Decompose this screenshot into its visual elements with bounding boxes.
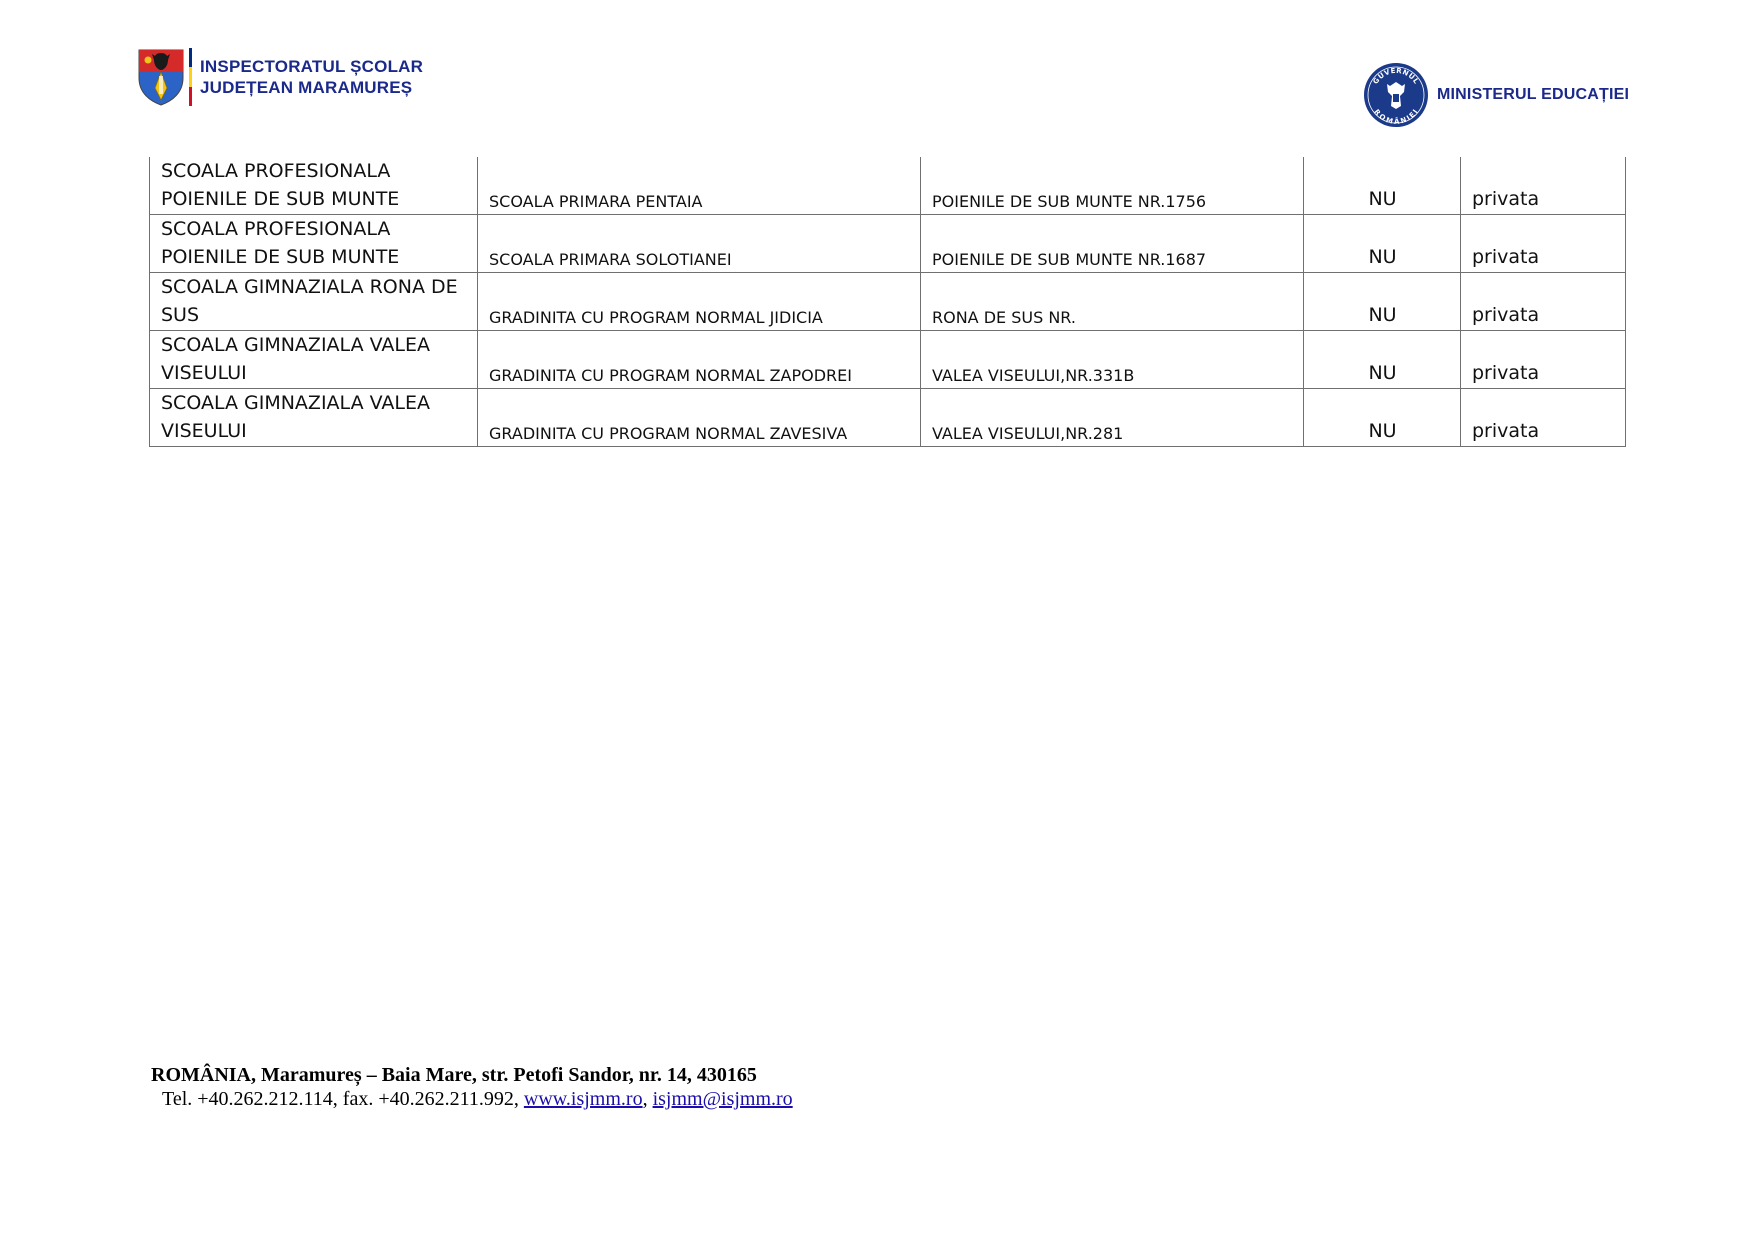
isj-title-line2: JUDEȚEAN MARAMUREȘ: [200, 78, 413, 97]
cell-unit: SCOALA GIMNAZIALA RONA DE SUS: [150, 273, 478, 331]
cell-address: VALEA VISEULUI,NR.281: [921, 389, 1304, 447]
cell-address: VALEA VISEULUI,NR.331B: [921, 331, 1304, 389]
cell-structure: SCOALA PRIMARA SOLOTIANEI: [478, 215, 921, 273]
footer-phone-fax: Tel. +40.262.212.114, fax. +40.262.211.992,: [162, 1088, 524, 1110]
cell-flag: NU: [1304, 215, 1461, 273]
cell-flag: NU: [1304, 389, 1461, 447]
cell-unit: SCOALA PROFESIONALA POIENILE DE SUB MUNTE: [150, 157, 478, 215]
cell-structure: GRADINITA CU PROGRAM NORMAL JIDICIA: [478, 273, 921, 331]
ministry-header: [1363, 62, 1629, 128]
isj-title-line1: INSPECTORATUL ȘCOLAR: [200, 57, 424, 76]
cell-ownership: privata: [1461, 273, 1626, 331]
cell-address: POIENILE DE SUB MUNTE NR.1756: [921, 157, 1304, 215]
table-row: [150, 389, 1626, 447]
schools-table: [149, 157, 1626, 447]
cell-structure: GRADINITA CU PROGRAM NORMAL ZAVESIVA: [478, 389, 921, 447]
cell-unit: SCOALA GIMNAZIALA VALEA VISEULUI: [150, 331, 478, 389]
cell-flag: NU: [1304, 331, 1461, 389]
cell-ownership: privata: [1461, 157, 1626, 215]
svg-text:ROMÂNIEI: ROMÂNIEI: [1372, 107, 1420, 126]
romanian-tricolor: [189, 48, 192, 106]
table-row: [150, 273, 1626, 331]
cell-unit: SCOALA PROFESIONALA POIENILE DE SUB MUNTE: [150, 215, 478, 273]
cell-structure: GRADINITA CU PROGRAM NORMAL ZAPODREI: [478, 331, 921, 389]
cell-unit: SCOALA GIMNAZIALA VALEA VISEULUI: [150, 389, 478, 447]
table-row: [150, 157, 1626, 215]
maramures-crest-icon: [137, 48, 185, 106]
svg-text:GUVERNUL: GUVERNUL: [1371, 66, 1421, 86]
footer: [151, 1063, 793, 1111]
government-seal-icon: [1363, 62, 1429, 128]
cell-flag: NU: [1304, 273, 1461, 331]
cell-structure: SCOALA PRIMARA PENTAIA: [478, 157, 921, 215]
footer-address: ROMÂNIA, Maramureș – Baia Mare, str. Petofi Sandor, nr. 14, 430165: [151, 1064, 757, 1086]
cell-ownership: privata: [1461, 331, 1626, 389]
email-link[interactable]: isjmm@isjmm.ro: [652, 1088, 793, 1110]
table-row: [150, 215, 1626, 273]
table-row: [150, 331, 1626, 389]
isj-header: [137, 48, 423, 106]
ministry-title: MINISTERUL EDUCAȚIEI: [1437, 86, 1630, 103]
cell-flag: NU: [1304, 157, 1461, 215]
cell-ownership: privata: [1461, 215, 1626, 273]
footer-contact: [151, 1087, 793, 1111]
cell-ownership: privata: [1461, 389, 1626, 447]
cell-address: POIENILE DE SUB MUNTE NR.1687: [921, 215, 1304, 273]
website-link[interactable]: www.isjmm.ro: [523, 1088, 643, 1110]
footer-separator: ,: [642, 1088, 653, 1110]
cell-address: RONA DE SUS NR.: [921, 273, 1304, 331]
